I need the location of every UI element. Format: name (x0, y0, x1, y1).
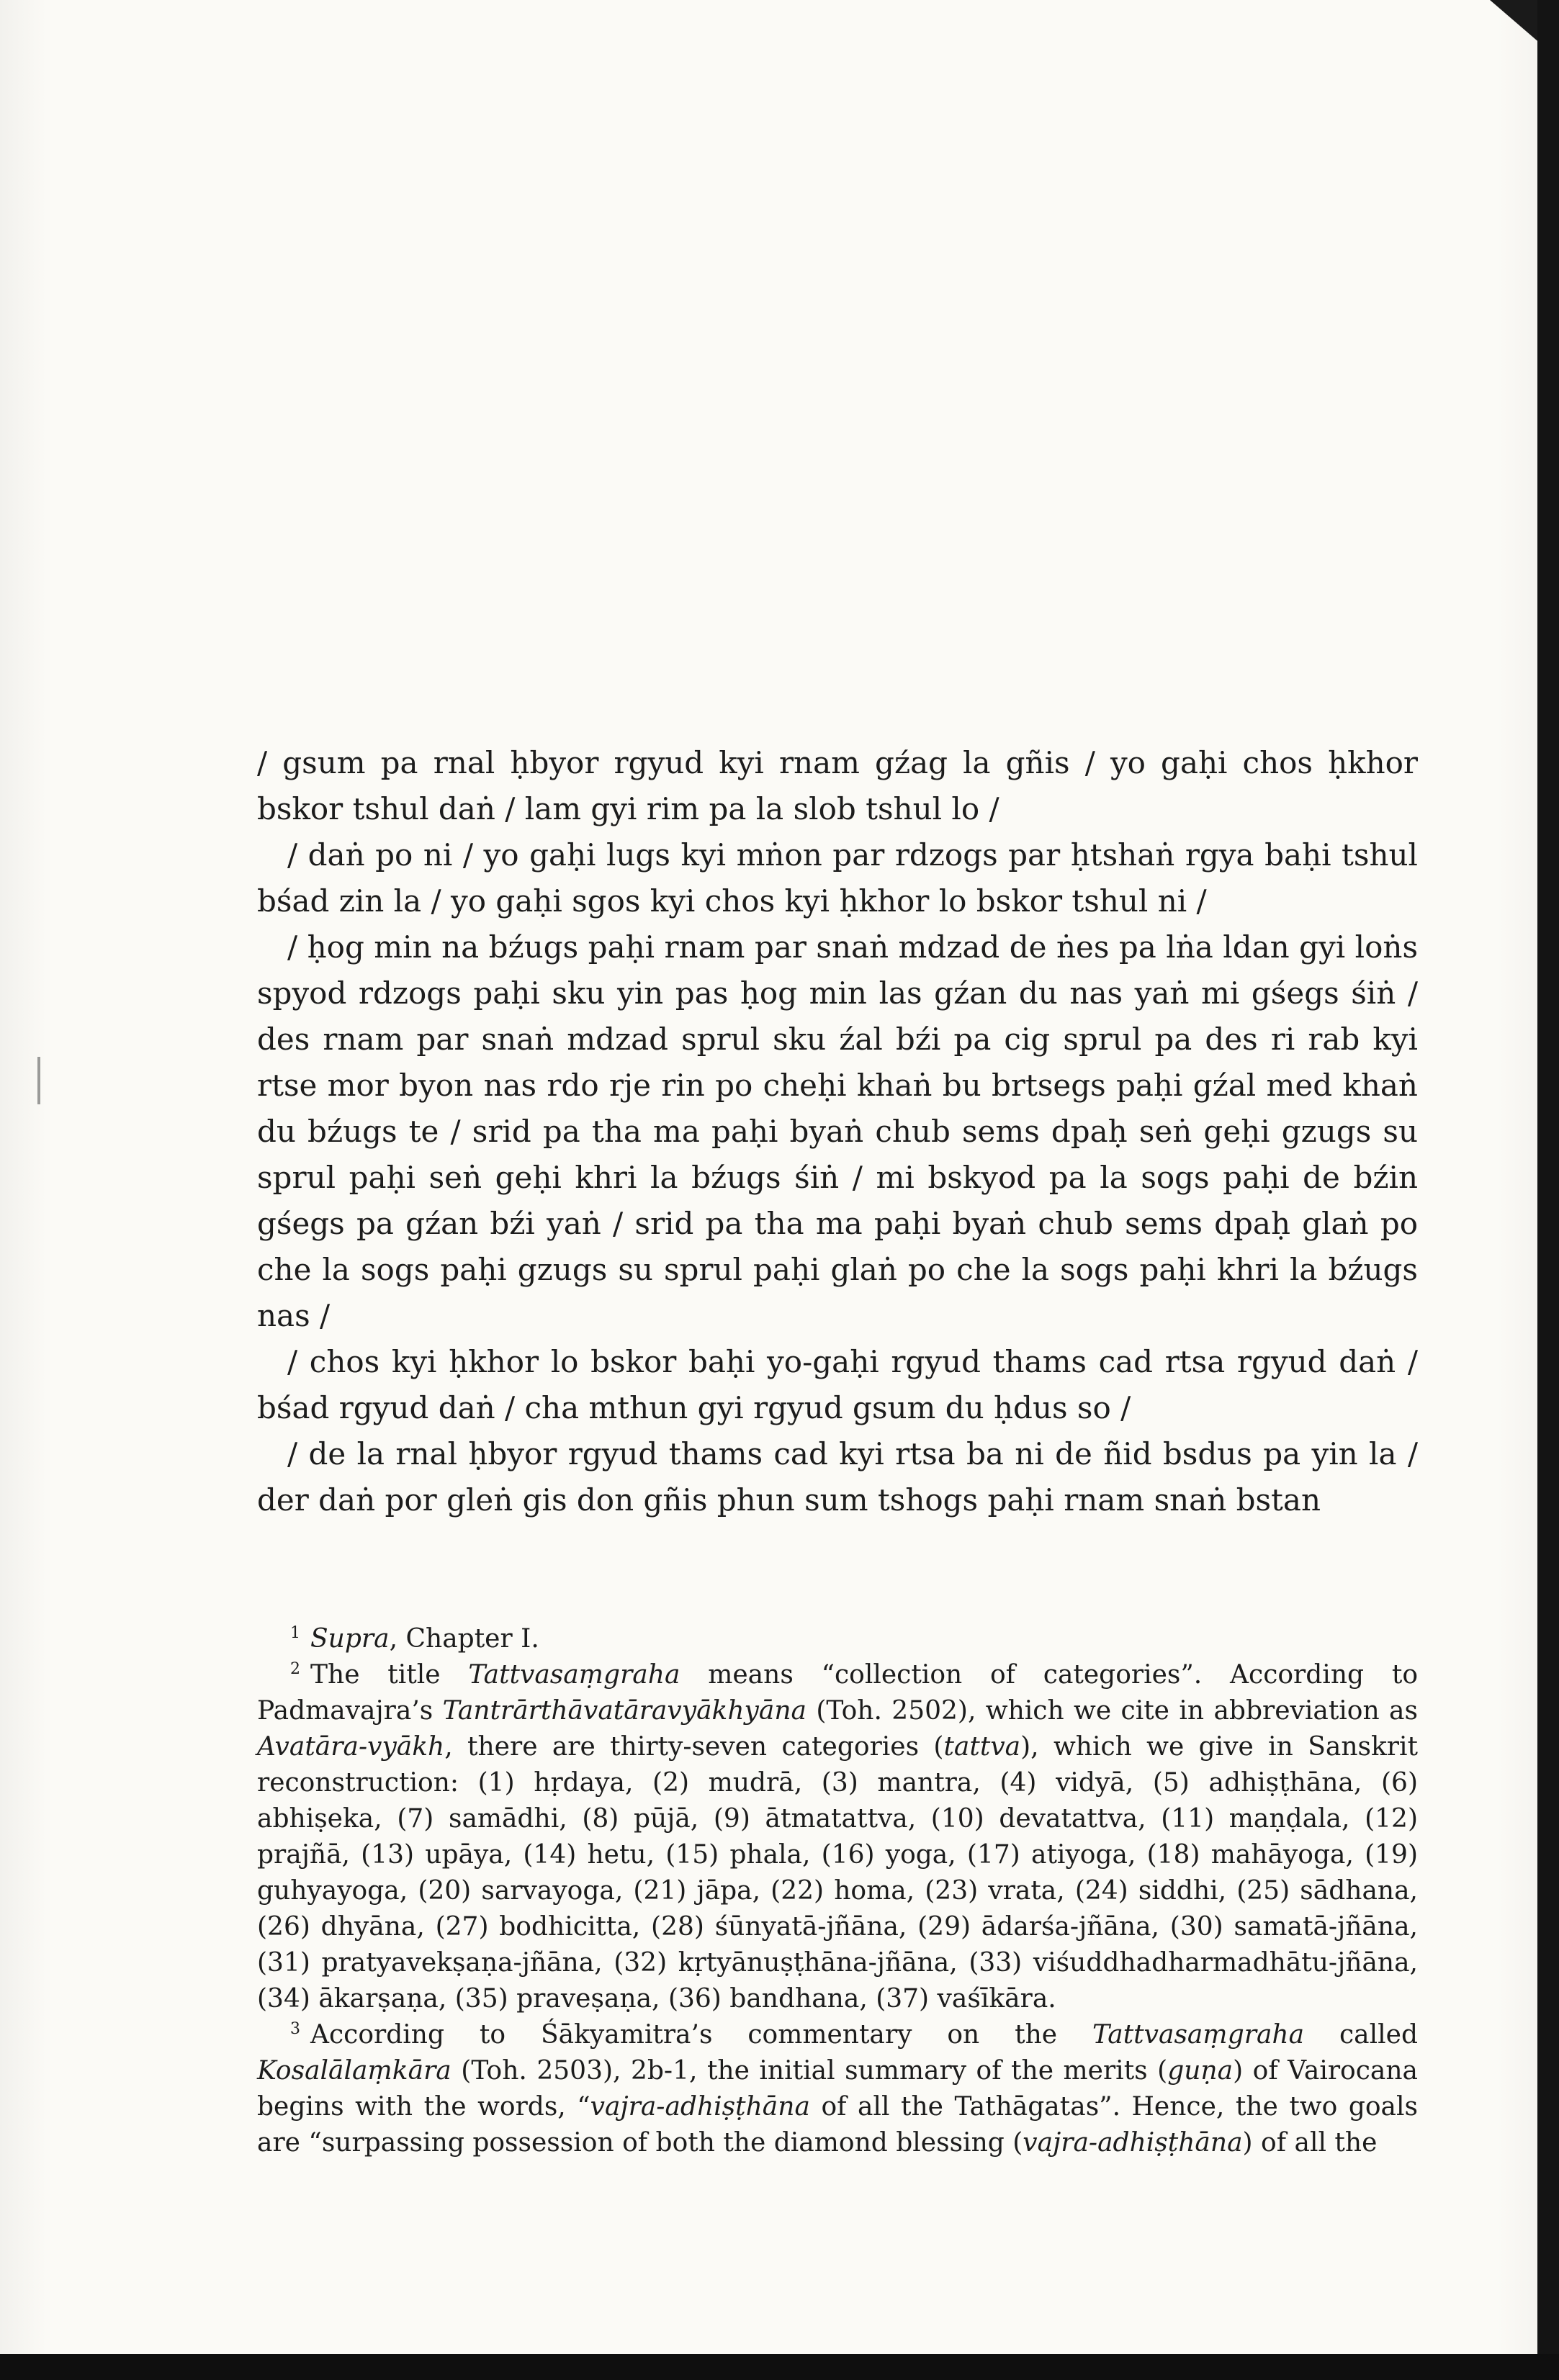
footnote (257, 1621, 1418, 1657)
main-text-block (257, 740, 1418, 1523)
footnote (257, 2017, 1418, 2161)
scan-artifact-left-mark (37, 1057, 40, 1104)
scan-artifact-bottom-bar (0, 2354, 1559, 2380)
body-paragraph: / chos kyi ḥkhor lo bskor baḥi yo-gaḥi rgyud thams cad rtsa rgyud daṅ / bśad rgyud daṅ / cha mthun gyi rgyud gsum du ḥdus so / (257, 1344, 1418, 1425)
footnote-text: The title Tattvasaṃgraha means “collection of categories”. According to Padmavajra’s Tantrārthāvatāravyākhyāna (Toh. 2502), which we cite in abbreviation as Avatāra-vyākh, there are thirty-seven categories (tattva), which we give in Sanskrit reconstruction: (1) hṛdaya, (2) mudrā, (3) mantra, (4) vidyā, (5) adhiṣṭhāna, (6) abhiṣeka, (7) samādhi, (8) pūjā, (9) ātmatattva, (10) devatattva, (11) maṇḍala, (12) prajñā, (13) upāya, (14) hetu, (15) phala, (16) yoga, (17) atiyoga, (18) mahāyoga, (19) guhyayoga, (20) sarvayoga, (21) jāpa, (22) homa, (23) vrata, (24) siddhi, (25) sādhana, (26) dhyāna, (27) bodhicitta, (28) śūnyatā-jñāna, (29) ādarśa-jñāna, (30) samatā-jñāna, (31) pratyavekṣaṇa-jñāna, (32) kṛtyānuṣṭhāna-jñāna, (33) viśuddhadharmadhātu-jñāna, (34) ākarṣaṇa, (35) praveṣaṇa, (36) bandhana, (37) vaśīkāra. (257, 1660, 1419, 2014)
footnote-marker: 3 (290, 2020, 300, 2038)
footnote-text: According to Śākyamitra’s commentary on the Tattvasaṃgraha called Kosalālaṃkāra (Toh. 2503), 2b-1, the initial summary of the merits (guṇa) of Vairocana begins with the words, “vajra-adhiṣṭhāna of all the Tathāgatas”. Hence, the two goals are “surpassing possession of both the diamond blessing (vajra-adhiṣṭhāna) of all the (257, 2020, 1418, 2158)
footnote-marker: 1 (290, 1624, 300, 1642)
body-paragraph: / ḥog min na bźugs paḥi rnam par snaṅ mdzad de ṅes pa lṅa ldan gyi loṅs spyod rdzogs paḥi sku yin pas ḥog min las gźan du nas yaṅ mi gśegs śiṅ / des rnam par snaṅ mdzad sprul sku źal bźi pa cig sprul pa des ri rab kyi rtse mor byon nas rdo rje rin po cheḥi khaṅ bu brtsegs paḥi gźal med khaṅ du bźugs te / srid pa tha ma paḥi byaṅ chub sems dpaḥ seṅ geḥi gzugs su sprul paḥi seṅ geḥi khri la bźugs śiṅ / mi bskyod pa la sogs paḥi de bźin gśegs pa gźan bźi yaṅ / srid pa tha ma paḥi byaṅ chub sems dpaḥ glaṅ po che la sogs paḥi gzugs su sprul paḥi glaṅ po che la sogs paḥi khri la bźugs nas / (257, 929, 1418, 1333)
scan-artifact-right-bar (1537, 0, 1559, 2380)
footnote (257, 1657, 1418, 2017)
footnote-section (257, 1621, 1418, 2161)
body-paragraph: / de la rnal ḥbyor rgyud thams cad kyi rtsa ba ni de ñid bsdus pa yin la / der daṅ por gleṅ gis don gñis phun sum tshogs paḥi rnam snaṅ bstan (257, 1436, 1418, 1518)
body-paragraph: / daṅ po ni / yo gaḥi lugs kyi mṅon par rdzogs par ḥtshaṅ rgya baḥi tshul bśad zin la / yo gaḥi sgos kyi chos kyi ḥkhor lo bskor tshul ni / (257, 837, 1418, 919)
scan-artifact-corner-wedge (1490, 0, 1542, 45)
body-paragraph: / gsum pa rnal ḥbyor rgyud kyi rnam gźag la gñis / yo gaḥi chos ḥkhor bskor tshul daṅ / lam gyi rim pa la slob tshul lo / (257, 745, 1418, 826)
footnote-marker: 2 (290, 1660, 300, 1678)
footnote-text: Supra, Chapter I. (310, 1624, 539, 1654)
